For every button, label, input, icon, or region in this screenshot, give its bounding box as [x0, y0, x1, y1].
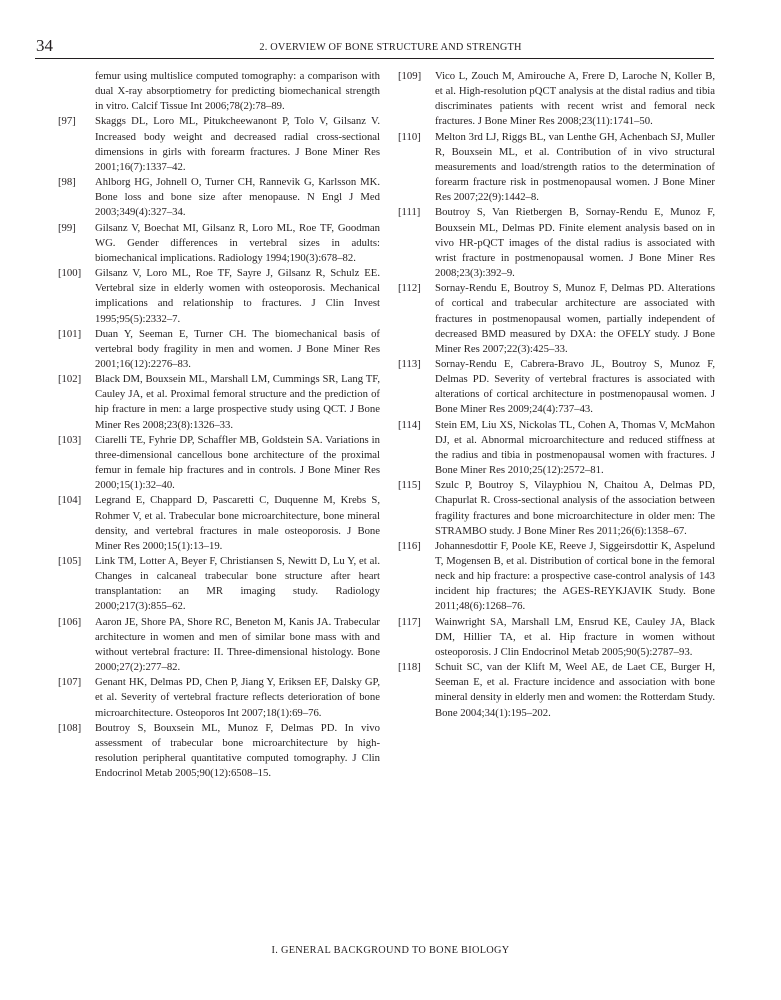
reference-continuation: femur using multislice computed tomography: a comparison with dual X-ray absorptiometry for predicting biomechanical strength in vitro. Calcif Tissue Int 2006;78(2):78–89.: [95, 70, 380, 113]
reference-text: Black DM, Bouxsein ML, Marshall LM, Cummings SR, Lang TF, Cauley JA, et al. Proximal femoral structure and the prediction of hip fracture in men: a large prospective study using QCT. J Bone Miner Res 2008;23(8):1326–33.: [95, 373, 380, 431]
reference-text: Johannesdottir F, Poole KE, Reeve J, Siggeirsdottir K, Aspelund T, Mogensen B, et al. Distribution of cortical bone in the femoral neck and hip fracture: a prospective case-control analysis of 143 incident hip fractures; the AGES-REYKJAVIK Study. Bone 2011;48(6):1268–76.: [435, 539, 715, 613]
reference-entry: [58, 675, 380, 720]
reference-entry: [398, 539, 715, 615]
reference-text: Genant HK, Delmas PD, Chen P, Jiang Y, Eriksen EF, Dalsky GP, et al. Severity of vertebral fracture reflects deterioration of bone microarchitecture. Osteoporos Int 2007;18(1):69–76.: [95, 676, 380, 719]
reference-text: Sornay-Rendu E, Cabrera-Bravo JL, Boutroy S, Munoz F, Delmas PD. Severity of vertebral fractures is associated with alterations of cortical architecture in postmenopausal women. J Bone Miner Res 2009;24(4):737–43.: [435, 357, 715, 416]
reference-number: [97]: [58, 115, 76, 128]
left-reference-list: [58, 114, 380, 781]
header-rule: [35, 58, 714, 59]
reference-entry: [58, 372, 380, 433]
reference-entry: [58, 615, 380, 676]
reference-entry: [58, 721, 380, 782]
reference-text: Schuit SC, van der Klift M, Weel AE, de Laet CE, Burger H, Seeman E, et al. Fracture incidence and association with bone mineral density in elderly men and women: the Rotterdam Study. Bone 2004;34(1):195–202.: [435, 661, 715, 719]
reference-entry: [398, 357, 715, 418]
reference-number: [108]: [58, 721, 82, 734]
reference-text: Wainwright SA, Marshall LM, Ensrud KE, Cauley JA, Black DM, Hillier TA, et al. Hip fracture in women without osteoporosis. J Clin Endocrinol Metab 2005;90(5):2787–93.: [435, 615, 715, 658]
reference-text: Ciarelli TE, Fyhrie DP, Schaffler MB, Goldstein SA. Variations in three-dimensional cancellous bone architecture of the proximal femur in female hip fractures and in controls. J Bone Miner Res 2000;15(1):32–40.: [95, 433, 380, 492]
reference-text: Szulc P, Boutroy S, Vilayphiou N, Chaitou A, Delmas PD, Chapurlat R. Cross-sectional analysis of the association between fragility fractures and bone microarchitecture in older men: The STRAMBO study. J Bone Miner Res 2011;26(6):1358–67.: [435, 479, 715, 537]
reference-entry: [398, 478, 715, 539]
reference-number: [103]: [58, 433, 82, 446]
reference-number: [106]: [58, 615, 82, 628]
reference-entry: [58, 221, 380, 266]
reference-text: Stein EM, Liu XS, Nickolas TL, Cohen A, Thomas V, McMahon DJ, et al. Abnormal microarchitecture and reduced stiffness at the radius and tibia in postmenopausal women with fractures. J Bone Miner Res 2010;25(12):2572–81.: [435, 418, 715, 477]
reference-number: [107]: [58, 676, 82, 689]
reference-text: Gilsanz V, Loro ML, Roe TF, Sayre J, Gilsanz R, Schulz EE. Vertebral size in elderly women with osteoporosis. Mechanical implications and relationship to fractures. J Clin Invest 1995;95(5):2332–7.: [95, 267, 380, 325]
reference-text: Boutroy S, Van Rietbergen B, Sornay-Rendu E, Munoz F, Bouxsein ML, Delmas PD. Finite element analysis based on in vivo HR-pQCT images of the distal radius is associated with wrist fracture in postmenopausal women. J Bone Miner Res 2008;23(3):392–9.: [435, 206, 715, 280]
page-number: 34: [36, 36, 53, 55]
reference-text: Melton 3rd LJ, Riggs BL, van Lenthe GH, Achenbach SJ, Muller R, Bouxsein ML, et al. Contribution of in vivo structural measurements and load/strength ratios to the determination of forearm fracture risk in postmenopausal women. J Bone Miner Res 2007;22(9):1442–8.: [435, 130, 715, 204]
reference-number: [99]: [58, 221, 76, 234]
reference-entry: [398, 418, 715, 479]
reference-text: Link TM, Lotter A, Beyer F, Christiansen S, Newitt D, Lu Y, et al. Changes in calcaneal trabecular bone structure after heart transplantation: an MR imaging study. Radiology 2000;217(3):855–62.: [95, 555, 380, 613]
reference-entry: [58, 554, 380, 615]
reference-number: [100]: [58, 267, 82, 280]
reference-text: Aaron JE, Shore PA, Shore RC, Beneton M, Kanis JA. Trabecular architecture in women and men of similar bone mass with and without vertebral fracture: II. Three-dimensional histology. Bone 2000;27(2):277–82.: [95, 615, 380, 674]
reference-number: [110]: [398, 130, 421, 143]
reference-entry: [398, 69, 715, 130]
reference-entry: [58, 433, 380, 494]
reference-number: [98]: [58, 176, 76, 189]
right-reference-list: [398, 69, 715, 721]
reference-number: [114]: [398, 418, 421, 431]
left-reference-column: [58, 69, 380, 781]
reference-entry: [58, 114, 380, 175]
reference-number: [101]: [58, 327, 82, 340]
reference-entry: [398, 281, 715, 357]
reference-entry: [58, 493, 380, 554]
reference-text: Sornay-Rendu E, Boutroy S, Munoz F, Delmas PD. Alterations of cortical and trabecular architecture are associated with fractures in postmenopausal women, partially independent of decreased BMD measured by DXA: the OFELY study. J Bone Miner Res 2007;22(3):425–33.: [435, 282, 715, 355]
reference-number: [118]: [398, 661, 421, 674]
reference-number: [102]: [58, 373, 82, 386]
reference-text: Boutroy S, Bouxsein ML, Munoz F, Delmas PD. In vivo assessment of trabecular bone microarchitecture by high-resolution peripheral quantitative computed tomography. J Clin Endocrinol Metab 2005;90(12):6508–15.: [95, 721, 380, 780]
reference-number: [116]: [398, 539, 421, 552]
reference-text: Legrand E, Chappard D, Pascaretti C, Duquenne M, Krebs S, Rohmer V, et al. Trabecular bone microarchitecture, bone mineral density, and vertebral fractures in male osteoporosis. J Bone Miner Res 2000;15(1):13–19.: [95, 494, 380, 552]
reference-text: Vico L, Zouch M, Amirouche A, Frere D, Laroche N, Koller B, et al. High-resolution pQCT analysis at the distal radius and tibia discriminates patients with recent wrist and femoral neck fractures. J Bone Miner Res 2008;23(11):1741–50.: [435, 70, 715, 128]
reference-text: Skaggs DL, Loro ML, Pitukcheewanont P, Tolo V, Gilsanz V. Increased body weight and decreased radial cross-sectional dimensions in girls with forearm fractures. J Bone Miner Res 2001;16(7):1337–42.: [95, 115, 380, 173]
reference-entry: [398, 130, 715, 206]
reference-text: Gilsanz V, Boechat MI, Gilsanz R, Loro ML, Roe TF, Goodman WG. Gender differences in vertebral sizes in adults: biomechanical implications. Radiology 1994;190(3):678–82.: [95, 221, 380, 264]
reference-number: [112]: [398, 282, 421, 295]
running-head: 2. OVERVIEW OF BONE STRUCTURE AND STRENGTH: [259, 42, 522, 53]
reference-number: [109]: [398, 70, 422, 82]
running-foot: I. GENERAL BACKGROUND TO BONE BIOLOGY: [271, 945, 510, 956]
reference-entry: [58, 175, 380, 220]
reference-number: [111]: [398, 206, 421, 219]
reference-entry: [58, 266, 380, 327]
reference-number: [105]: [58, 555, 82, 567]
right-reference-column: [398, 69, 715, 721]
reference-entry: [398, 660, 715, 721]
reference-number: [104]: [58, 494, 82, 507]
reference-entry: [398, 205, 715, 281]
reference-entry: [398, 615, 715, 660]
reference-text: Ahlborg HG, Johnell O, Turner CH, Rannevik G, Karlsson MK. Bone loss and bone size after menopause. N Engl J Med 2003;349(4):327–34.: [95, 176, 380, 219]
reference-number: [117]: [398, 615, 421, 628]
reference-text: Duan Y, Seeman E, Turner CH. The biomechanical basis of vertebral body fragility in men and women. J Bone Miner Res 2001;16(12):2276–83.: [95, 327, 380, 370]
reference-number: [115]: [398, 479, 421, 492]
reference-number: [113]: [398, 357, 421, 370]
reference-entry: [58, 327, 380, 372]
